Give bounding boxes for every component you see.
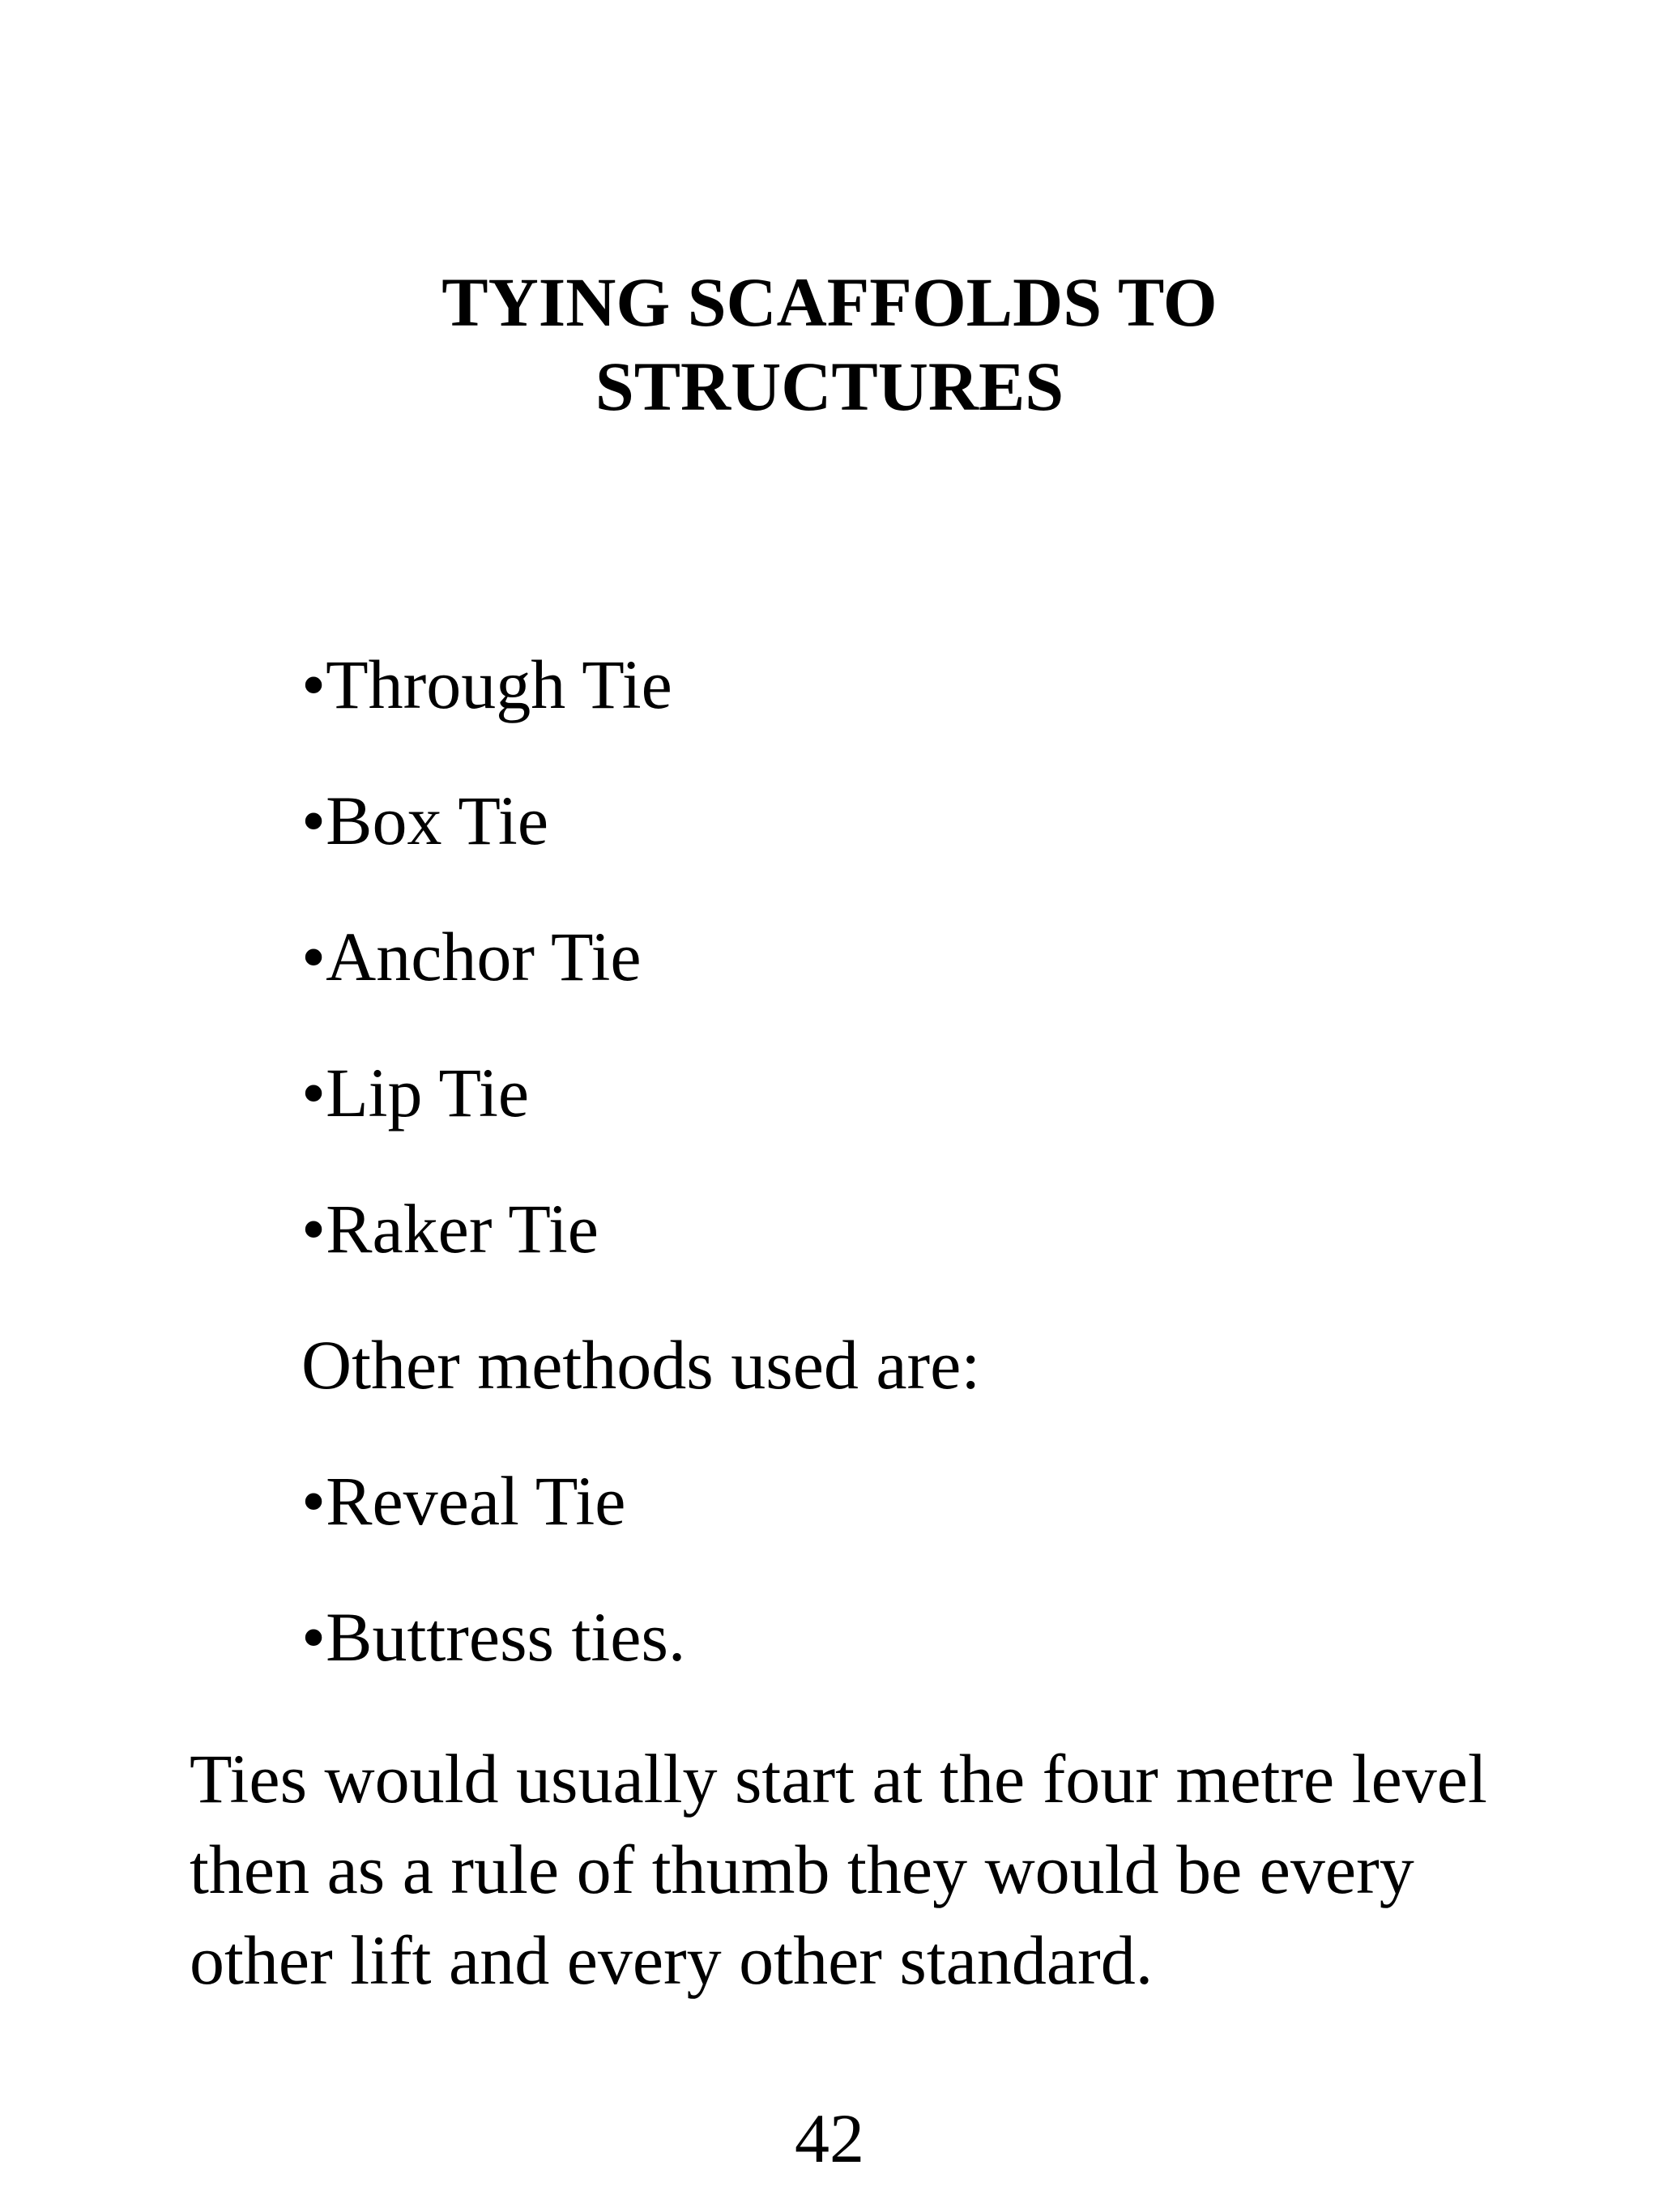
bullet-icon: • [301, 1054, 326, 1132]
list-item [301, 780, 548, 861]
tie-raker-label: Raker Tie [326, 1190, 599, 1268]
bullet-icon: • [301, 1190, 326, 1268]
list-item [301, 1460, 625, 1541]
list-item [301, 1188, 599, 1269]
list-item [301, 916, 642, 997]
bullet-icon: • [301, 646, 326, 723]
tie-spacing-paragraph: Ties would usually start at the four metre level then as a rule of thumb they would be every other lift and every other standard. [190, 1740, 1487, 1999]
bullet-icon: • [301, 782, 326, 859]
tie-box-label: Box Tie [326, 782, 548, 859]
tie-lip-label: Lip Tie [326, 1054, 530, 1132]
list-item [301, 644, 672, 725]
tie-buttress-label: Buttress ties. [326, 1598, 686, 1676]
list-item [301, 1596, 685, 1677]
tie-through-label: Through Tie [326, 646, 672, 723]
page-number: 42 [795, 2099, 864, 2177]
bullet-icon: • [301, 1462, 326, 1540]
page-title-line-1: TYING SCAFFOLDS TO [441, 263, 1218, 341]
list-item [301, 1052, 529, 1133]
tie-anchor-label: Anchor Tie [326, 918, 642, 995]
page-title-line-2: STRUCTURES [595, 347, 1064, 425]
bullet-icon: • [301, 1598, 326, 1676]
other-methods-intro: Other methods used are: [301, 1326, 981, 1404]
tie-reveal-label: Reveal Tie [326, 1462, 626, 1540]
bullet-icon: • [301, 918, 326, 995]
